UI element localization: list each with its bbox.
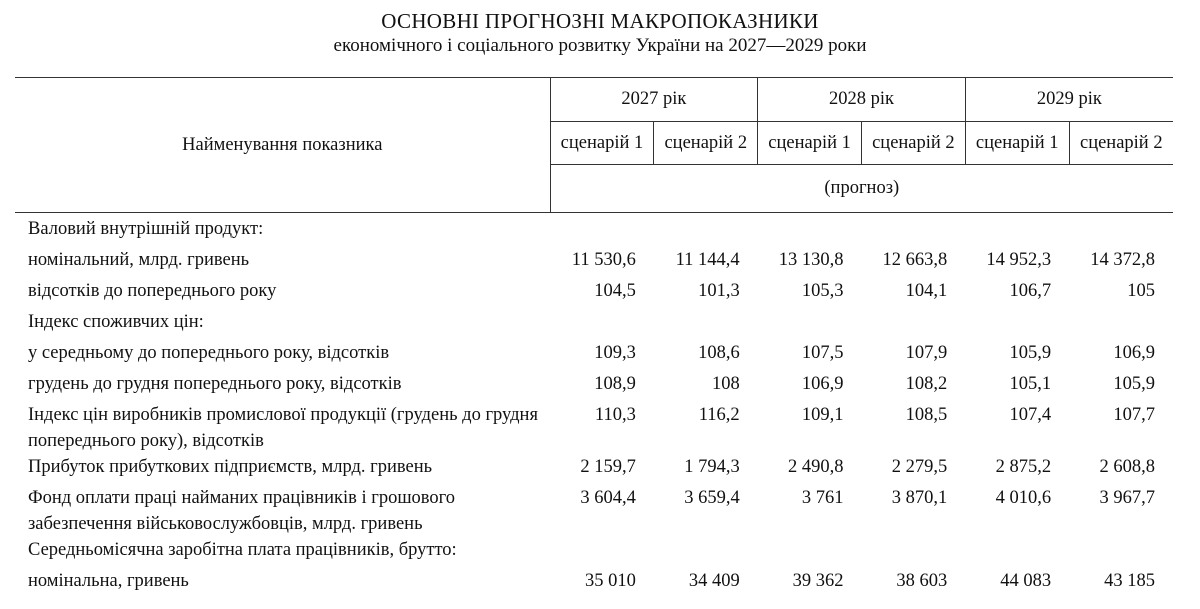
value-cell: 3 659,4 [684, 488, 740, 508]
value-cell: 104,5 [594, 281, 636, 301]
value-cell [654, 309, 758, 340]
value-cell [861, 213, 965, 248]
value-cell: 39 362 [792, 571, 844, 591]
value-cell [1069, 309, 1173, 340]
value-cell: 106,9 [801, 374, 844, 394]
document-title: ОСНОВНІ ПРОГНОЗНІ МАКРОПОКАЗНИКИ [381, 9, 819, 33]
value-cell: 105,9 [1009, 343, 1052, 363]
table-row [15, 568, 1173, 599]
value-cell: 1 794,3 [684, 457, 740, 477]
value-cell: 2 159,7 [580, 457, 636, 477]
indicator-name-cell: Індекс споживчих цін: [28, 312, 204, 332]
value-cell: 3 761 [801, 488, 844, 508]
indicator-name-cell: Середньомісячна заробітна плата працівників, брутто: [28, 540, 457, 560]
scenario-header: сценарій 2 [654, 122, 758, 165]
table-row [15, 402, 1173, 454]
value-cell: 4 010,6 [995, 488, 1052, 508]
value-cell: 11 144,4 [675, 250, 740, 270]
value-cell [965, 537, 1069, 568]
indicator-name-header: Найменування показника [15, 78, 550, 213]
scenario-header: сценарій 2 [861, 122, 965, 165]
value-cell: 108,6 [698, 343, 740, 363]
value-cell: 109,3 [594, 343, 636, 363]
value-cell: 108,9 [594, 374, 636, 394]
value-cell: 108,5 [905, 405, 948, 425]
table-row [15, 537, 1173, 568]
table-row [15, 454, 1173, 485]
value-cell [758, 537, 862, 568]
value-cell: 108 [711, 374, 740, 394]
value-cell: 105,1 [1009, 374, 1052, 394]
value-cell: 104,1 [905, 281, 948, 301]
table-body [15, 213, 1173, 600]
value-cell [1069, 213, 1173, 248]
value-cell: 3 604,4 [580, 488, 636, 508]
macro-indicators-table [15, 77, 1173, 599]
value-cell [550, 309, 654, 340]
indicator-name-cell: Валовий внутрішній продукт: [28, 219, 264, 239]
value-cell: 101,3 [698, 281, 740, 301]
value-cell: 44 083 [1000, 571, 1052, 591]
value-cell: 105,3 [801, 281, 844, 301]
value-cell: 35 010 [585, 571, 636, 591]
value-cell [654, 213, 758, 248]
indicator-name-cell: відсотків до попереднього року [28, 281, 277, 301]
value-cell [758, 213, 862, 248]
value-cell [654, 537, 758, 568]
indicator-name-cell: грудень до грудня попереднього року, відсотків [28, 374, 402, 394]
table-row [15, 213, 1173, 248]
value-cell: 110,3 [594, 405, 636, 425]
value-cell: 2 608,8 [1099, 457, 1155, 477]
value-cell [550, 213, 654, 248]
value-cell: 107,4 [1009, 405, 1052, 425]
value-cell [1069, 537, 1173, 568]
table-row [15, 371, 1173, 402]
value-cell: 2 279,5 [891, 457, 948, 477]
value-cell: 12 663,8 [882, 250, 948, 270]
header-row-years [15, 78, 1173, 122]
value-cell [861, 537, 965, 568]
value-cell [758, 309, 862, 340]
value-cell: 109,1 [801, 405, 844, 425]
scenario-header: сценарій 2 [1069, 122, 1173, 165]
value-cell: 105 [1127, 281, 1155, 301]
year-header-2028: 2028 рік [758, 78, 966, 122]
table-row [15, 340, 1173, 371]
document-title-block [0, 8, 1200, 58]
value-cell: 34 409 [688, 571, 740, 591]
value-cell: 11 530,6 [571, 250, 636, 270]
value-cell [965, 213, 1069, 248]
value-cell: 106,7 [1009, 281, 1052, 301]
table-row [15, 278, 1173, 309]
indicator-name-cell: номінальна, гривень [28, 571, 189, 591]
value-cell [861, 309, 965, 340]
table-row [15, 485, 1173, 537]
table-row [15, 309, 1173, 340]
indicator-name-cell: у середньому до попереднього року, відсотків [28, 343, 390, 363]
value-cell: 105,9 [1113, 374, 1155, 394]
value-cell: 106,9 [1113, 343, 1155, 363]
indicator-name-cell: Індекс цін виробників промислової продукції (грудень до грудня попереднього року), відсотків [28, 405, 538, 451]
indicator-name-cell: Прибуток прибуткових підприємств, млрд. гривень [28, 457, 433, 477]
year-header-2027: 2027 рік [550, 78, 758, 122]
value-cell: 2 875,2 [995, 457, 1052, 477]
table-row [15, 247, 1173, 278]
indicator-name-cell: номінальний, млрд. гривень [28, 250, 250, 270]
value-cell: 14 952,3 [986, 250, 1052, 270]
scenario-header: сценарій 1 [550, 122, 654, 165]
value-cell [550, 537, 654, 568]
value-cell: 3 870,1 [891, 488, 948, 508]
value-cell: 13 130,8 [778, 250, 844, 270]
table-header [15, 78, 1173, 213]
forecast-label: (прогноз) [550, 165, 1173, 213]
value-cell: 2 490,8 [787, 457, 844, 477]
value-cell: 38 603 [896, 571, 948, 591]
value-cell [965, 309, 1069, 340]
year-header-2029: 2029 рік [965, 78, 1173, 122]
value-cell: 14 372,8 [1090, 250, 1155, 270]
value-cell: 116,2 [698, 405, 740, 425]
value-cell: 107,9 [905, 343, 948, 363]
indicator-name-cell: Фонд оплати праці найманих працівників і грошового забезпечення військовослужбовців, млрд. гривень [28, 488, 456, 534]
value-cell: 107,7 [1113, 405, 1155, 425]
value-cell: 43 185 [1104, 571, 1155, 591]
scenario-header: сценарій 1 [965, 122, 1069, 165]
value-cell: 3 967,7 [1099, 488, 1155, 508]
value-cell: 108,2 [905, 374, 948, 394]
value-cell: 107,5 [801, 343, 844, 363]
document-subtitle: економічного і соціального розвитку України на 2027—2029 роки [333, 35, 867, 56]
scenario-header: сценарій 1 [758, 122, 862, 165]
